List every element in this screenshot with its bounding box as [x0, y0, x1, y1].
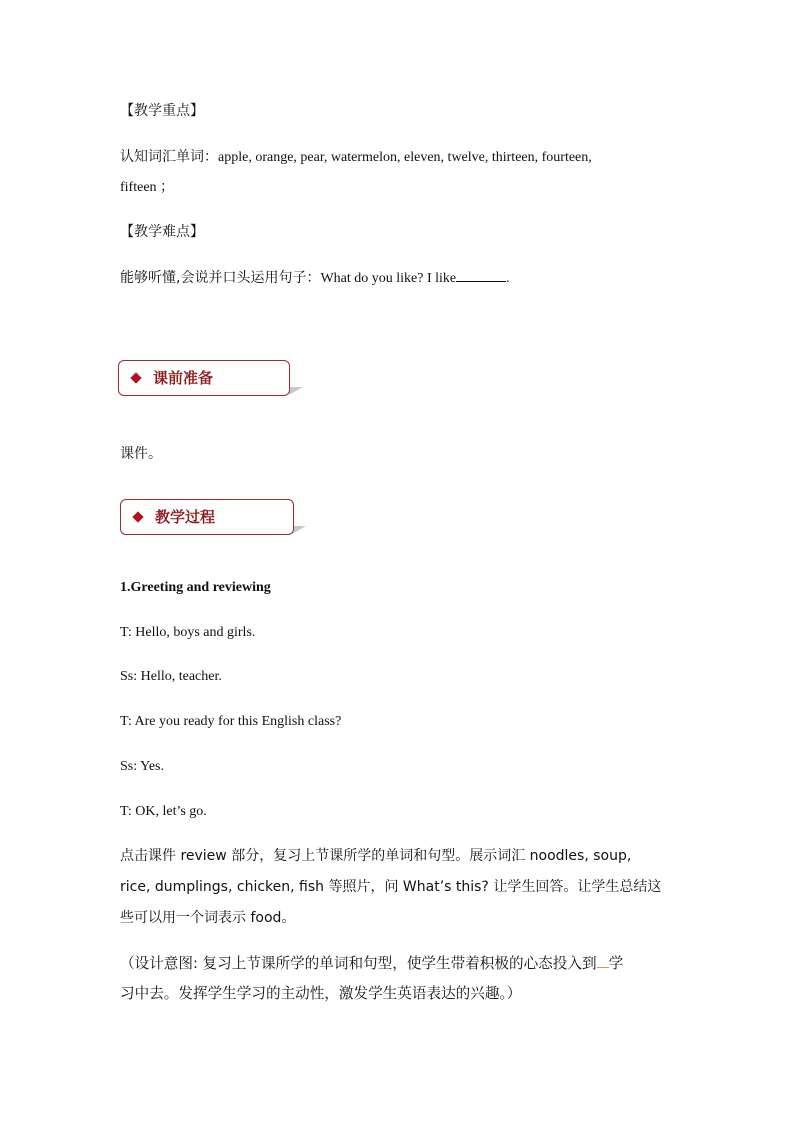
review-paragraph-line: 点击课件 review 部分，复习上节课所学的单词和句型。展示词汇 noodles, soup,	[120, 848, 632, 864]
key-points-line2: fifteen ；	[120, 180, 175, 195]
difficult-points-line	[120, 269, 510, 287]
dialogue-line: T: Hello, boys and girls.	[120, 625, 256, 640]
fill-blank	[456, 269, 506, 282]
section-tail	[292, 526, 306, 534]
difficult-points-sentence: What do you like? I like	[320, 271, 457, 286]
dialogue-line: Ss: Hello, teacher.	[120, 669, 222, 684]
section-title: 课前准备	[153, 369, 214, 387]
dialogue-line: Ss: Yes.	[120, 759, 164, 774]
design-intent-line	[120, 955, 623, 972]
review-paragraph-line: rice, dumplings, chicken, fish 等照片，问 What’s this? 让学生回答。让学生总结这	[120, 879, 662, 895]
section-title: 教学过程	[155, 508, 216, 526]
section-header-process	[120, 499, 294, 535]
dialogue-line: T: Are you ready for this English class?	[120, 714, 342, 729]
prep-text: 课件。	[120, 446, 162, 462]
key-points-label: 认知词汇单词：	[120, 149, 218, 165]
section-tail	[289, 387, 303, 395]
design-intent-text: （设计意图: 复习上节课所学的单词和句型，使学生带着积极的心态投入到	[120, 955, 597, 972]
step-title: 1.Greeting and reviewing	[120, 580, 271, 595]
gold-blank	[597, 955, 609, 968]
difficult-points-end: .	[506, 271, 510, 286]
section-header-prep	[118, 360, 290, 396]
dialogue-line: T: OK, let’s go.	[120, 804, 207, 819]
key-points-heading: 【教学重点】	[120, 103, 204, 119]
design-intent-line: 习中去。发挥学生学习的主动性，激发学生英语表达的兴趣。）	[120, 985, 522, 1002]
diamond-icon	[130, 372, 141, 383]
design-intent-text-end: 学	[608, 955, 624, 972]
key-points-vocab: apple, orange, pear, watermelon, eleven, twelve, thirteen, fourteen,	[218, 150, 592, 165]
key-points-line	[120, 149, 592, 166]
review-paragraph-line: 些可以用一个词表示 food。	[120, 910, 296, 926]
diamond-icon	[132, 511, 143, 522]
difficult-points-label: 能够听懂,会说并口头运用句子：	[120, 270, 321, 286]
difficult-points-heading: 【教学难点】	[120, 224, 204, 240]
